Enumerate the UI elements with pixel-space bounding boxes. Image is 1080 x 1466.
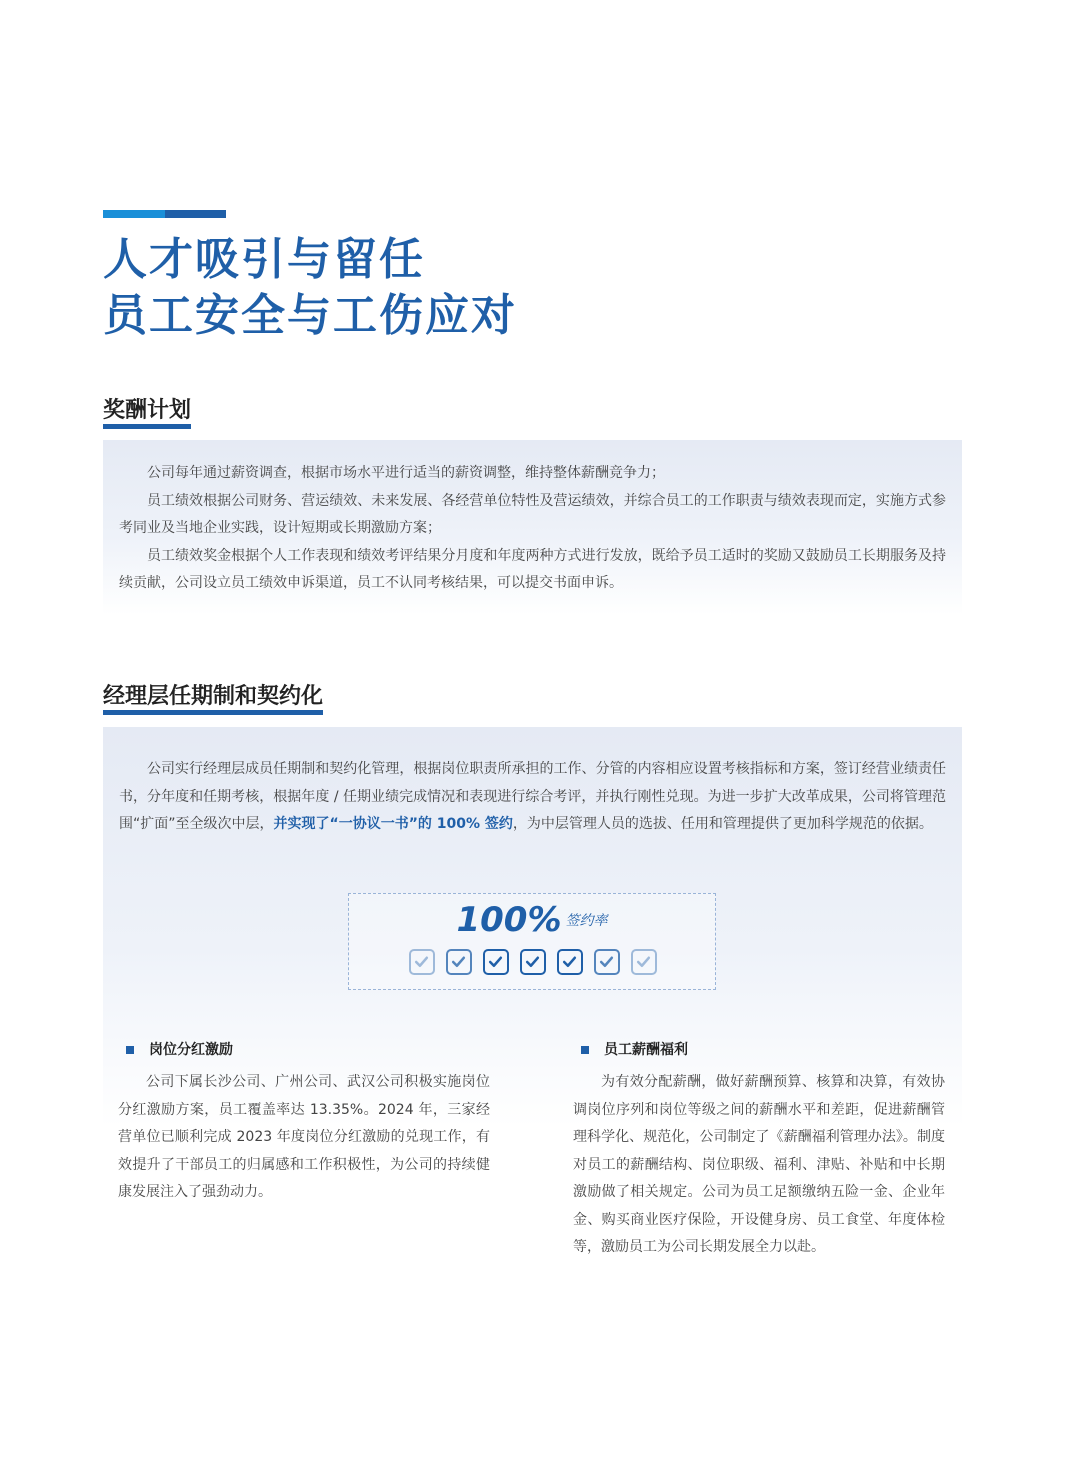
- paragraph-text-after: ，为中层管理人员的选拔、任用和管理提供了更加科学规范的依据。: [512, 816, 933, 832]
- page-title-line-2: 员工安全与工伤应对: [103, 290, 517, 341]
- square-bullet-icon: [581, 1046, 589, 1054]
- section-heading-text: 奖酬计划: [103, 398, 192, 423]
- check-icon: [594, 949, 620, 975]
- page-title: [103, 232, 517, 344]
- compensation-benefits-text: 为有效分配薪酬，做好薪酬预算、核算和决算，有效协调岗位序列和岗位等级之间的薪酬水平和差距，促进薪酬管理科学化、规范化，公司制定了《薪酬福利管理办法》。制度对员工的薪酬结构、岗位职级、福利、津贴、补贴和中长期激励做了相关规定。公司为员工足额缴纳五险一金、企业年金、购买商业医疗保险，开设健身房、员工食堂、年度体检等，激励员工为公司长期发展全力以赴。: [573, 1074, 945, 1255]
- paragraph-highlight: 并实现了“一协议一书”的 100% 签约: [273, 816, 513, 832]
- reward-paragraph-2: 员工绩效根据公司财务、营运绩效、未来发展、各经营单位特性及营运绩效，并综合员工的工作职责与绩效表现而定，实施方式参考同业及当地企业实践，设计短期或长期激励方案；: [119, 492, 946, 536]
- accent-bar-dark: [165, 210, 226, 218]
- check-icon: [446, 949, 472, 975]
- check-icon: [409, 949, 435, 975]
- square-bullet-icon: [126, 1046, 134, 1054]
- sub-heading-dividend-incentive: [118, 1038, 490, 1062]
- section-heading-reward-plan: [103, 393, 191, 427]
- page-title-line-1: 人才吸引与留任: [103, 234, 425, 285]
- reward-paragraph-3: 员工绩效奖金根据个人工作表现和绩效考评结果分月度和年度两种方式进行发放，既给予员工适时的奖励又鼓励员工长期服务及持续贡献，公司设立员工绩效申诉渠道，员工不认同考核结果，可以提交书面申诉。: [119, 547, 946, 591]
- paragraph-text-before: 公司实行经理层成员任期制和契约化管理，根据岗位职责所承担的工作、分管的内容相应设置考核指标和方案，签订经营业绩责任书，分年度和任期考核，根据年度 / 任期业绩完成情况和表现进行综合考评，并执行刚性兑现。为进一步扩大改革成果，公司将管理范围“扩面”至全级次中层，: [119, 761, 946, 832]
- reward-plan-panel: [103, 440, 962, 615]
- title-accent-bar: [103, 210, 226, 218]
- section-heading-manager-tenure: [103, 679, 323, 713]
- signing-rate-value: 100%: [456, 900, 562, 940]
- check-icon: [557, 949, 583, 975]
- compensation-benefits-column: [573, 1038, 945, 1262]
- manager-tenure-paragraph: [119, 756, 946, 839]
- accent-bar-light: [103, 210, 165, 218]
- sub-heading-compensation-benefits: [573, 1038, 945, 1062]
- sub-heading-text: 员工薪酬福利: [604, 1042, 688, 1058]
- check-icon: [483, 949, 509, 975]
- checkbox-row: [409, 949, 657, 977]
- dividend-incentive-text: 公司下属长沙公司、广州公司、武汉公司积极实施岗位分红激励方案，员工覆盖率达 13.35%。2024 年，三家经营单位已顺利完成 2023 年度岗位分红激励的兑现工作，有效提升了干部员工的归属感和工作积极性，为公司的持续健康发展注入了强劲动力。: [118, 1074, 490, 1200]
- signing-rate-label: 签约率: [565, 913, 608, 929]
- heading-underline: [103, 424, 191, 429]
- reward-paragraph-1: 公司每年通过薪资调查，根据市场水平进行适当的薪资调整，维持整体薪酬竞争力；: [147, 465, 665, 481]
- heading-underline: [103, 710, 323, 715]
- sub-heading-text: 岗位分红激励: [149, 1042, 233, 1058]
- check-icon: [520, 949, 546, 975]
- check-icon: [631, 949, 657, 975]
- section-heading-text: 经理层任期制和契约化: [103, 684, 324, 709]
- signing-rate-box: [348, 893, 716, 990]
- dividend-incentive-column: [118, 1038, 490, 1207]
